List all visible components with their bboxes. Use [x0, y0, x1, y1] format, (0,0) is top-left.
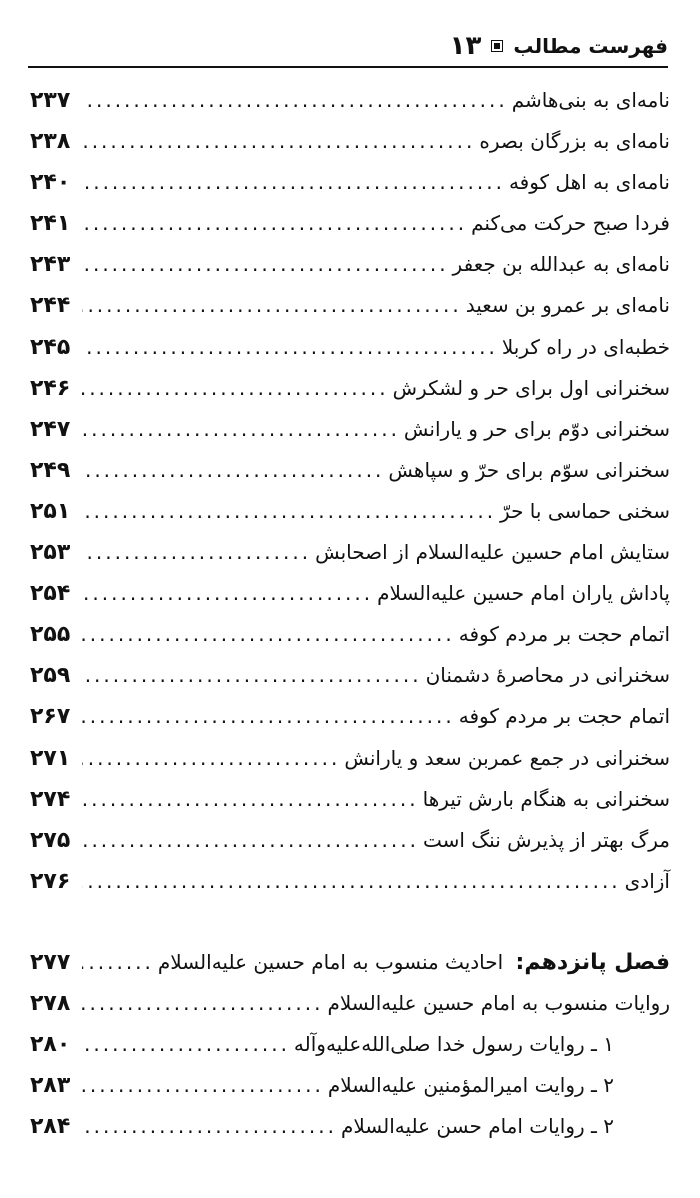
- toc-entry[interactable]: [30, 622, 670, 663]
- header-rule: [28, 66, 668, 68]
- toc-entry-page: ۲۴۶: [30, 375, 71, 401]
- toc-entry-title: سخنرانی در جمع عمربن سعد و یارانش: [344, 745, 670, 770]
- toc-list-top: [30, 88, 670, 910]
- chapter-page: ۲۷۷: [30, 950, 71, 975]
- dot-leader: [82, 704, 455, 728]
- toc-entry-page: ۲۷۴: [30, 786, 71, 812]
- chapter-label: فصل پانزدهم:: [515, 950, 670, 975]
- toc-entry-title: سخنرانی در محاصرهٔ دشمنان: [425, 663, 670, 688]
- dot-leader: [82, 129, 475, 153]
- dot-leader: [82, 1032, 290, 1056]
- dot-leader: [82, 787, 419, 811]
- toc-entry-page: ۲۷۸: [30, 991, 71, 1016]
- toc-entry[interactable]: [30, 499, 670, 540]
- dot-leader: [82, 746, 340, 770]
- toc-entry[interactable]: [30, 252, 670, 293]
- dot-leader: [82, 950, 154, 974]
- dot-leader: [82, 869, 621, 893]
- toc-entry[interactable]: [30, 746, 670, 787]
- toc-entry-title: ۲ ـ روایات امام حسن علیه‌السلام: [340, 1114, 614, 1139]
- toc-entry-page: ۲۷۶: [30, 868, 71, 894]
- dot-leader: [82, 211, 467, 235]
- toc-entry-page: ۲۳۸: [30, 129, 71, 155]
- toc-entry-page: ۲۴۰: [30, 170, 71, 196]
- toc-entry-title: نامه‌ای به بزرگان بصره: [479, 129, 670, 154]
- toc-entry-title: سخنرانی دوّم برای حر و یارانش: [403, 416, 670, 441]
- toc-entry-page: ۲۴۴: [30, 293, 71, 319]
- toc-entry-title: فردا صبح حرکت می‌کنم: [471, 211, 670, 236]
- toc-entry-title: مرگ بهتر از پذیرش ننگ است: [422, 827, 670, 852]
- dot-leader: [82, 458, 384, 482]
- toc-entry-page: ۲۴۳: [30, 252, 71, 278]
- square-ornament-icon: [491, 40, 503, 52]
- toc-entry-page: ۲۵۳: [30, 540, 71, 566]
- toc-entry-page: ۲۳۷: [30, 88, 71, 113]
- toc-entry[interactable]: [30, 828, 670, 869]
- toc-entry-title: سخنرانی به هنگام بارش تیرها: [422, 786, 670, 811]
- toc-entry-page: ۲۴۹: [30, 457, 71, 483]
- toc-entry-page: ۲۷۱: [30, 745, 71, 771]
- toc-entry[interactable]: [30, 88, 670, 129]
- dot-leader: [82, 540, 311, 564]
- header-title: فهرست مطالب: [513, 34, 668, 58]
- toc-entry[interactable]: [30, 458, 670, 499]
- toc-entry[interactable]: [30, 417, 670, 458]
- dot-leader: [82, 581, 373, 605]
- toc-entry-page: ۲۶۷: [30, 704, 71, 730]
- toc-entry[interactable]: [30, 211, 670, 252]
- header-page-number: ۱۳: [449, 31, 482, 61]
- toc-entry[interactable]: [30, 540, 670, 581]
- page-header: [30, 28, 668, 64]
- dot-leader: [82, 828, 419, 852]
- toc-entry[interactable]: [30, 1073, 670, 1114]
- toc-entry-page: ۲۵۹: [30, 663, 71, 689]
- toc-entry-title: ستایش امام حسین علیه‌السلام از اصحابش: [315, 540, 670, 565]
- toc-entry-title: سخنرانی سوّم برای حرّ و سپاهش: [388, 457, 670, 482]
- toc-entry-title: اتمام حجت بر مردم کوفه: [458, 622, 670, 647]
- toc-entry[interactable]: [30, 1032, 670, 1073]
- dot-leader: [82, 252, 449, 276]
- toc-entry-title: نامه‌ای به بنی‌هاشم: [511, 88, 670, 112]
- toc-entry[interactable]: [30, 129, 670, 170]
- toc-entry-page: ۲۷۵: [30, 827, 71, 853]
- toc-entry[interactable]: [30, 170, 670, 211]
- toc-entry-page: ۲۸۰: [30, 1032, 71, 1058]
- chapter-title: احادیث منسوب به امام حسین علیه‌السلام: [157, 950, 504, 974]
- toc-entry-title: سخنی حماسی با حرّ: [500, 498, 670, 523]
- toc-entry[interactable]: [30, 293, 670, 334]
- dot-leader: [82, 170, 505, 194]
- toc-list-bottom: [30, 991, 670, 1155]
- dot-leader: [82, 1073, 324, 1097]
- dot-leader: [82, 622, 455, 646]
- toc-entry-title: آزادی: [624, 868, 670, 893]
- toc-entry-page: ۲۵۵: [30, 622, 71, 648]
- toc-entry[interactable]: [30, 1114, 670, 1155]
- toc-entry-title: نامه‌ای به اهل کوفه: [508, 170, 670, 195]
- toc-entry-title: نامه‌ای بر عمرو بن سعید: [465, 293, 670, 318]
- toc-entry-page: ۲۵۴: [30, 581, 71, 607]
- toc-entry-title: سخنرانی اول برای حر و لشکرش: [392, 375, 670, 400]
- toc-entry-title: پاداش یاران امام حسین علیه‌السلام: [377, 581, 670, 606]
- dot-leader: [82, 991, 323, 1015]
- dot-leader: [82, 663, 422, 687]
- dot-leader: [82, 293, 462, 317]
- toc-chapter-section: [30, 950, 670, 991]
- toc-entry-title: ۱ ـ روایات رسول خدا صلی‌الله‌علیه‌وآله: [293, 1032, 614, 1057]
- toc-entry[interactable]: [30, 581, 670, 622]
- dot-leader: [82, 417, 400, 441]
- toc-entry[interactable]: [30, 376, 670, 417]
- toc-entry-title: اتمام حجت بر مردم کوفه: [458, 704, 670, 729]
- toc-entry-page: ۲۴۵: [30, 334, 71, 360]
- toc-entry-page: ۲۴۷: [30, 416, 71, 442]
- toc-entry-page: ۲۴۱: [30, 211, 71, 237]
- toc-entry[interactable]: [30, 663, 670, 704]
- toc-entry[interactable]: [30, 869, 670, 910]
- toc-chapter-row[interactable]: [30, 950, 670, 991]
- toc-entry-title: روایات منسوب به امام حسین علیه‌السلام: [327, 991, 670, 1015]
- toc-entry-title: ۲ ـ روایت امیرالمؤمنین علیه‌السلام: [327, 1073, 614, 1098]
- dot-leader: [82, 499, 496, 523]
- toc-entry-title: خطبه‌ای در راه کربلا: [501, 334, 670, 359]
- toc-entry[interactable]: [30, 704, 670, 745]
- dot-leader: [82, 1114, 337, 1138]
- toc-entry-title: نامه‌ای به عبدالله بن جعفر: [452, 252, 670, 277]
- toc-entry-page: ۲۸۳: [30, 1073, 71, 1099]
- toc-entry-page: ۲۸۴: [30, 1114, 71, 1140]
- toc-entry[interactable]: [30, 787, 670, 828]
- toc-entry[interactable]: [30, 991, 670, 1032]
- toc-entry-page: ۲۵۱: [30, 498, 71, 524]
- dot-leader: [82, 88, 508, 112]
- dot-leader: [82, 376, 389, 400]
- dot-leader: [82, 335, 498, 359]
- toc-entry[interactable]: [30, 335, 670, 376]
